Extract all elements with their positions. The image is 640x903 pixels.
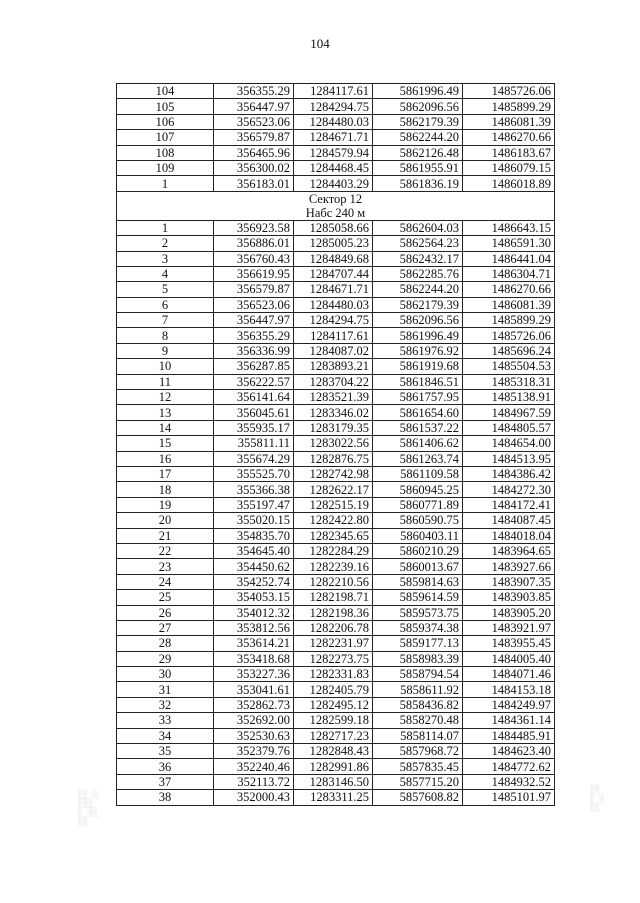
table-row bbox=[117, 636, 555, 651]
point-number-cell: 23 bbox=[117, 559, 214, 574]
table-row bbox=[117, 374, 555, 389]
table-row bbox=[117, 605, 555, 620]
point-number-cell: 19 bbox=[117, 497, 214, 512]
coordinate-cell: 5861654.60 bbox=[373, 405, 463, 420]
coordinate-cell: 5862244.20 bbox=[373, 282, 463, 297]
coordinate-cell: 352000.43 bbox=[214, 790, 294, 805]
coordinate-cell: 1484772.62 bbox=[463, 759, 555, 774]
coordinate-cell: 1282717.23 bbox=[294, 728, 373, 743]
coordinate-cell: 1283311.25 bbox=[294, 790, 373, 805]
coordinate-cell: 1285005.23 bbox=[294, 236, 373, 251]
coordinate-cell: 1282239.16 bbox=[294, 559, 373, 574]
coordinate-cell: 5859573.75 bbox=[373, 605, 463, 620]
coordinate-cell: 353041.61 bbox=[214, 682, 294, 697]
coordinate-cell: 352379.76 bbox=[214, 744, 294, 759]
page-number: 104 bbox=[310, 36, 330, 51]
table-row bbox=[117, 543, 555, 558]
point-number-cell: 1 bbox=[117, 176, 214, 191]
table-row bbox=[117, 728, 555, 743]
coordinate-cell: 1282848.43 bbox=[294, 744, 373, 759]
coordinate-cell: 1484485.91 bbox=[463, 728, 555, 743]
coordinate-cell: 1484805.57 bbox=[463, 420, 555, 435]
table-row bbox=[117, 130, 555, 145]
coordinate-cell: 356222.57 bbox=[214, 374, 294, 389]
coordinate-cell: 5858794.54 bbox=[373, 667, 463, 682]
coordinate-cell: 5860013.67 bbox=[373, 559, 463, 574]
point-number-cell: 12 bbox=[117, 390, 214, 405]
coordinate-cell: 354053.15 bbox=[214, 590, 294, 605]
point-number-cell: 14 bbox=[117, 420, 214, 435]
table-row bbox=[117, 266, 555, 281]
coordinate-cell: 5861955.91 bbox=[373, 160, 463, 175]
coordinate-cell: 1282273.75 bbox=[294, 651, 373, 666]
table-row bbox=[117, 466, 555, 481]
coordinate-cell: 1483927.66 bbox=[463, 559, 555, 574]
coordinate-cell: 1284579.94 bbox=[294, 145, 373, 160]
coordinate-cell: 1284294.75 bbox=[294, 313, 373, 328]
coordinate-cell: 1485504.53 bbox=[463, 359, 555, 374]
table-row bbox=[117, 220, 555, 235]
table-row bbox=[117, 744, 555, 759]
point-number-cell: 5 bbox=[117, 282, 214, 297]
point-number-cell: 32 bbox=[117, 697, 214, 712]
coordinate-cell: 1484513.95 bbox=[463, 451, 555, 466]
coordinate-cell: 1282198.71 bbox=[294, 590, 373, 605]
coordinate-cell: 1485726.06 bbox=[463, 84, 555, 99]
coordinates-table bbox=[116, 83, 555, 806]
coordinate-cell: 353418.68 bbox=[214, 651, 294, 666]
table-row bbox=[117, 343, 555, 358]
coordinate-cell: 1283893.21 bbox=[294, 359, 373, 374]
point-number-cell: 11 bbox=[117, 374, 214, 389]
coordinate-cell: 1283146.50 bbox=[294, 774, 373, 789]
table-row bbox=[117, 99, 555, 114]
coordinate-cell: 353812.56 bbox=[214, 620, 294, 635]
coordinate-cell: 353614.21 bbox=[214, 636, 294, 651]
coordinate-cell: 1484153.18 bbox=[463, 682, 555, 697]
coordinate-cell: 1484386.42 bbox=[463, 466, 555, 481]
table-row bbox=[117, 482, 555, 497]
table-row bbox=[117, 297, 555, 312]
point-number-cell: 25 bbox=[117, 590, 214, 605]
coordinate-cell: 1486304.71 bbox=[463, 266, 555, 281]
coordinate-cell: 5859177.13 bbox=[373, 636, 463, 651]
coordinate-cell: 1484071.46 bbox=[463, 667, 555, 682]
coordinate-cell: 356886.01 bbox=[214, 236, 294, 251]
point-number-cell: 26 bbox=[117, 605, 214, 620]
coordinate-cell: 5862126.48 bbox=[373, 145, 463, 160]
point-number-cell: 38 bbox=[117, 790, 214, 805]
coordinate-cell: 356523.06 bbox=[214, 297, 294, 312]
coordinate-cell: 356579.87 bbox=[214, 130, 294, 145]
table-body-previous-sector bbox=[117, 84, 555, 192]
point-number-cell: 22 bbox=[117, 543, 214, 558]
sector-subtitle: Набс 240 м bbox=[305, 205, 366, 220]
coordinate-cell: 1282495.12 bbox=[294, 697, 373, 712]
coordinate-cell: 354835.70 bbox=[214, 528, 294, 543]
coordinate-cell: 1485138.91 bbox=[463, 390, 555, 405]
coordinate-cell: 1284480.03 bbox=[294, 114, 373, 129]
coordinate-cell: 5858436.82 bbox=[373, 697, 463, 712]
coordinate-cell: 356183.01 bbox=[214, 176, 294, 191]
coordinate-cell: 355811.11 bbox=[214, 436, 294, 451]
coordinate-cell: 1486270.66 bbox=[463, 282, 555, 297]
coordinate-cell: 1486079.15 bbox=[463, 160, 555, 175]
coordinate-cell: 5860403.11 bbox=[373, 528, 463, 543]
coordinate-cell: 354645.40 bbox=[214, 543, 294, 558]
point-number-cell: 13 bbox=[117, 405, 214, 420]
coordinate-cell: 1486183.67 bbox=[463, 145, 555, 160]
coordinate-cell: 1284480.03 bbox=[294, 297, 373, 312]
point-number-cell: 107 bbox=[117, 130, 214, 145]
coordinate-cell: 1284294.75 bbox=[294, 99, 373, 114]
coordinate-cell: 1484005.40 bbox=[463, 651, 555, 666]
coordinate-cell: 1282206.78 bbox=[294, 620, 373, 635]
coordinate-cell: 356447.97 bbox=[214, 313, 294, 328]
point-number-cell: 33 bbox=[117, 713, 214, 728]
coordinate-cell: 356760.43 bbox=[214, 251, 294, 266]
coordinate-cell: 355020.15 bbox=[214, 513, 294, 528]
table-row bbox=[117, 451, 555, 466]
coordinate-cell: 1483907.35 bbox=[463, 574, 555, 589]
table-row bbox=[117, 574, 555, 589]
table-row bbox=[117, 236, 555, 251]
coordinate-cell: 5860771.89 bbox=[373, 497, 463, 512]
coordinate-cell: 1284117.61 bbox=[294, 84, 373, 99]
coordinate-cell: 354450.62 bbox=[214, 559, 294, 574]
coordinate-cell: 1282991.86 bbox=[294, 759, 373, 774]
coordinate-cell: 1284671.71 bbox=[294, 282, 373, 297]
coordinate-cell: 1486081.39 bbox=[463, 297, 555, 312]
table-row bbox=[117, 313, 555, 328]
point-number-cell: 108 bbox=[117, 145, 214, 160]
coordinate-cell: 1282515.19 bbox=[294, 497, 373, 512]
coordinate-cell: 1486643.15 bbox=[463, 220, 555, 235]
table-row bbox=[117, 328, 555, 343]
coordinate-cell: 1284849.68 bbox=[294, 251, 373, 266]
coordinate-cell: 1485726.06 bbox=[463, 328, 555, 343]
coordinate-cell: 1282742.98 bbox=[294, 466, 373, 481]
table-row bbox=[117, 390, 555, 405]
coordinate-cell: 1282405.79 bbox=[294, 682, 373, 697]
coordinate-cell: 356336.99 bbox=[214, 343, 294, 358]
sector-title: Сектор 12 bbox=[308, 191, 363, 206]
point-number-cell: 8 bbox=[117, 328, 214, 343]
coordinate-cell: 1284468.45 bbox=[294, 160, 373, 175]
coordinate-cell: 5861406.62 bbox=[373, 436, 463, 451]
sector-header-cell bbox=[117, 191, 555, 220]
coordinate-cell: 1484272.30 bbox=[463, 482, 555, 497]
coordinate-cell: 5862285.76 bbox=[373, 266, 463, 281]
coordinate-cell: 1283704.22 bbox=[294, 374, 373, 389]
coordinate-cell: 1283179.35 bbox=[294, 420, 373, 435]
point-number-cell: 9 bbox=[117, 343, 214, 358]
coordinate-cell: 354252.74 bbox=[214, 574, 294, 589]
coordinate-cell: 1282622.17 bbox=[294, 482, 373, 497]
coordinate-cell: 352692.00 bbox=[214, 713, 294, 728]
point-number-cell: 36 bbox=[117, 759, 214, 774]
point-number-cell: 105 bbox=[117, 99, 214, 114]
table-row bbox=[117, 513, 555, 528]
point-number-cell: 35 bbox=[117, 744, 214, 759]
coordinate-cell: 1484654.00 bbox=[463, 436, 555, 451]
coordinate-cell: 5861976.92 bbox=[373, 343, 463, 358]
table-row bbox=[117, 590, 555, 605]
coordinate-cell: 355366.38 bbox=[214, 482, 294, 497]
coordinate-cell: 5859614.59 bbox=[373, 590, 463, 605]
point-number-cell: 10 bbox=[117, 359, 214, 374]
coordinate-cell: 1282422.80 bbox=[294, 513, 373, 528]
coordinate-cell: 1282198.36 bbox=[294, 605, 373, 620]
coordinate-cell: 5861846.51 bbox=[373, 374, 463, 389]
point-number-cell: 27 bbox=[117, 620, 214, 635]
coordinate-cell: 1486591.30 bbox=[463, 236, 555, 251]
table-row bbox=[117, 114, 555, 129]
coordinate-cell: 1284707.44 bbox=[294, 266, 373, 281]
coordinate-cell: 5862564.23 bbox=[373, 236, 463, 251]
coordinate-cell: 1484018.04 bbox=[463, 528, 555, 543]
coordinate-cell: 1483955.45 bbox=[463, 636, 555, 651]
table-row bbox=[117, 651, 555, 666]
table-row bbox=[117, 697, 555, 712]
coordinate-cell: 1283022.56 bbox=[294, 436, 373, 451]
point-number-cell: 1 bbox=[117, 220, 214, 235]
table-row bbox=[117, 359, 555, 374]
table-row bbox=[117, 420, 555, 435]
point-number-cell: 104 bbox=[117, 84, 214, 99]
coordinate-cell: 352862.73 bbox=[214, 697, 294, 712]
table-row bbox=[117, 713, 555, 728]
coordinate-cell: 1282331.83 bbox=[294, 667, 373, 682]
coordinate-cell: 5861757.95 bbox=[373, 390, 463, 405]
scan-artifact-right: ░░ ░ ░ ░░ bbox=[590, 785, 605, 812]
coordinate-cell: 1484623.40 bbox=[463, 744, 555, 759]
point-number-cell: 31 bbox=[117, 682, 214, 697]
table-row bbox=[117, 145, 555, 160]
coordinate-cell: 1484361.14 bbox=[463, 713, 555, 728]
coordinate-cell: 356447.97 bbox=[214, 99, 294, 114]
point-number-cell: 20 bbox=[117, 513, 214, 528]
coordinate-cell: 1282876.75 bbox=[294, 451, 373, 466]
point-number-cell: 106 bbox=[117, 114, 214, 129]
coordinate-cell: 356579.87 bbox=[214, 282, 294, 297]
coordinate-cell: 354012.32 bbox=[214, 605, 294, 620]
coordinate-cell: 1282231.97 bbox=[294, 636, 373, 651]
point-number-cell: 109 bbox=[117, 160, 214, 175]
coordinate-cell: 5861996.49 bbox=[373, 328, 463, 343]
coordinate-cell: 5862604.03 bbox=[373, 220, 463, 235]
coordinate-cell: 356619.95 bbox=[214, 266, 294, 281]
coordinate-cell: 1485696.24 bbox=[463, 343, 555, 358]
coordinate-cell: 5858983.39 bbox=[373, 651, 463, 666]
point-number-cell: 4 bbox=[117, 266, 214, 281]
coordinate-cell: 1484932.52 bbox=[463, 774, 555, 789]
scan-artifact-left: ░░ ░ ░░░ ░ ░░ ░░ bbox=[78, 790, 98, 826]
coordinate-cell: 5858611.92 bbox=[373, 682, 463, 697]
coordinate-cell: 5857968.72 bbox=[373, 744, 463, 759]
coordinate-cell: 5857608.82 bbox=[373, 790, 463, 805]
coordinate-cell: 1484249.97 bbox=[463, 697, 555, 712]
coordinate-cell: 1483964.65 bbox=[463, 543, 555, 558]
point-number-cell: 24 bbox=[117, 574, 214, 589]
coordinate-cell: 355197.47 bbox=[214, 497, 294, 512]
table-row bbox=[117, 176, 555, 191]
table-row bbox=[117, 251, 555, 266]
coordinate-cell: 5858114.07 bbox=[373, 728, 463, 743]
coordinate-cell: 5861919.68 bbox=[373, 359, 463, 374]
coordinate-cell: 5857715.20 bbox=[373, 774, 463, 789]
coordinate-cell: 1285058.66 bbox=[294, 220, 373, 235]
coordinate-cell: 1485318.31 bbox=[463, 374, 555, 389]
table-body-sector-12 bbox=[117, 220, 555, 805]
coordinate-cell: 5862096.56 bbox=[373, 313, 463, 328]
point-number-cell: 34 bbox=[117, 728, 214, 743]
coordinate-cell: 1486018.89 bbox=[463, 176, 555, 191]
table-row bbox=[117, 528, 555, 543]
coordinate-cell: 5861537.22 bbox=[373, 420, 463, 435]
coordinate-cell: 1483905.20 bbox=[463, 605, 555, 620]
coordinate-cell: 356523.06 bbox=[214, 114, 294, 129]
coordinate-cell: 1484172.41 bbox=[463, 497, 555, 512]
coordinate-cell: 1484087.45 bbox=[463, 513, 555, 528]
coordinate-cell: 1485899.29 bbox=[463, 99, 555, 114]
table-row bbox=[117, 282, 555, 297]
coordinate-cell: 355674.29 bbox=[214, 451, 294, 466]
point-number-cell: 6 bbox=[117, 297, 214, 312]
coordinate-cell: 5857835.45 bbox=[373, 759, 463, 774]
coordinate-cell: 1283521.39 bbox=[294, 390, 373, 405]
coordinate-cell: 5859374.38 bbox=[373, 620, 463, 635]
coordinate-cell: 1282599.18 bbox=[294, 713, 373, 728]
coordinate-cell: 1282345.65 bbox=[294, 528, 373, 543]
sector-header-row bbox=[117, 191, 555, 220]
table-row bbox=[117, 759, 555, 774]
coordinate-cell: 355935.17 bbox=[214, 420, 294, 435]
point-number-cell: 18 bbox=[117, 482, 214, 497]
coordinate-cell: 5862096.56 bbox=[373, 99, 463, 114]
sector-header-group bbox=[117, 191, 555, 220]
coordinate-cell: 353227.36 bbox=[214, 667, 294, 682]
table-row bbox=[117, 620, 555, 635]
coordinate-cell: 1484967.59 bbox=[463, 405, 555, 420]
coordinate-cell: 1486270.66 bbox=[463, 130, 555, 145]
coordinate-cell: 356465.96 bbox=[214, 145, 294, 160]
coordinate-cell: 5861996.49 bbox=[373, 84, 463, 99]
coordinate-cell: 356355.29 bbox=[214, 84, 294, 99]
coordinate-cell: 1284671.71 bbox=[294, 130, 373, 145]
point-number-cell: 3 bbox=[117, 251, 214, 266]
coordinate-cell: 1483921.97 bbox=[463, 620, 555, 635]
coordinate-cell: 356045.61 bbox=[214, 405, 294, 420]
coordinate-cell: 356355.29 bbox=[214, 328, 294, 343]
coordinate-cell: 356300.02 bbox=[214, 160, 294, 175]
coordinate-cell: 5860590.75 bbox=[373, 513, 463, 528]
table-row bbox=[117, 436, 555, 451]
table-row bbox=[117, 682, 555, 697]
coordinate-cell: 1284403.29 bbox=[294, 176, 373, 191]
coordinate-cell: 1485101.97 bbox=[463, 790, 555, 805]
point-number-cell: 2 bbox=[117, 236, 214, 251]
coordinate-cell: 5859814.63 bbox=[373, 574, 463, 589]
coordinate-cell: 1283346.02 bbox=[294, 405, 373, 420]
coordinate-cell: 5860210.29 bbox=[373, 543, 463, 558]
coordinate-cell: 1284117.61 bbox=[294, 328, 373, 343]
point-number-cell: 17 bbox=[117, 466, 214, 481]
table-row bbox=[117, 774, 555, 789]
coordinate-cell: 352530.63 bbox=[214, 728, 294, 743]
table-row bbox=[117, 160, 555, 175]
coordinate-cell: 5861263.74 bbox=[373, 451, 463, 466]
coordinate-cell: 5861109.58 bbox=[373, 466, 463, 481]
coordinate-cell: 5862179.39 bbox=[373, 114, 463, 129]
coordinate-cell: 355525.70 bbox=[214, 466, 294, 481]
coordinate-cell: 5858270.48 bbox=[373, 713, 463, 728]
point-number-cell: 7 bbox=[117, 313, 214, 328]
table-row bbox=[117, 405, 555, 420]
coordinate-cell: 356287.85 bbox=[214, 359, 294, 374]
point-number-cell: 21 bbox=[117, 528, 214, 543]
coordinate-cell: 5862432.17 bbox=[373, 251, 463, 266]
coordinate-cell: 5860945.25 bbox=[373, 482, 463, 497]
point-number-cell: 30 bbox=[117, 667, 214, 682]
coordinate-cell: 5861836.19 bbox=[373, 176, 463, 191]
coordinate-cell: 1483903.85 bbox=[463, 590, 555, 605]
point-number-cell: 15 bbox=[117, 436, 214, 451]
table-row bbox=[117, 559, 555, 574]
point-number-cell: 28 bbox=[117, 636, 214, 651]
coordinate-cell: 1486081.39 bbox=[463, 114, 555, 129]
coordinate-cell: 1282284.29 bbox=[294, 543, 373, 558]
coordinate-cell: 1284087.02 bbox=[294, 343, 373, 358]
coordinate-cell: 5862179.39 bbox=[373, 297, 463, 312]
coordinate-cell: 1485899.29 bbox=[463, 313, 555, 328]
coordinate-cell: 5862244.20 bbox=[373, 130, 463, 145]
point-number-cell: 16 bbox=[117, 451, 214, 466]
coordinate-cell: 1282210.56 bbox=[294, 574, 373, 589]
coordinate-cell: 1486441.04 bbox=[463, 251, 555, 266]
coordinate-cell: 356923.58 bbox=[214, 220, 294, 235]
table-row bbox=[117, 790, 555, 805]
table-row bbox=[117, 667, 555, 682]
coordinate-cell: 352240.46 bbox=[214, 759, 294, 774]
point-number-cell: 37 bbox=[117, 774, 214, 789]
point-number-cell: 29 bbox=[117, 651, 214, 666]
coordinate-cell: 356141.64 bbox=[214, 390, 294, 405]
coordinate-cell: 352113.72 bbox=[214, 774, 294, 789]
table-row bbox=[117, 84, 555, 99]
table-row bbox=[117, 497, 555, 512]
